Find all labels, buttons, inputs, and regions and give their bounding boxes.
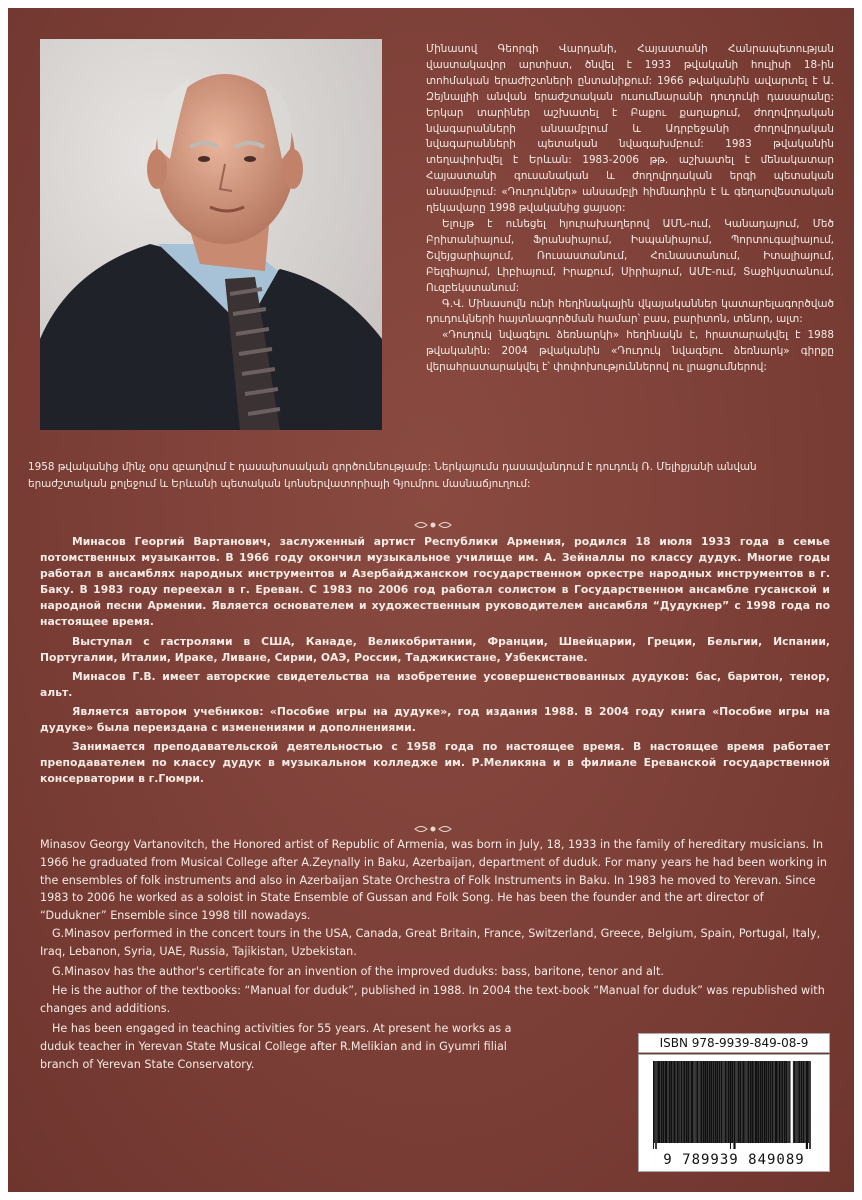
- barcode-bar: [655, 1061, 657, 1149]
- barcode-bar: [710, 1061, 712, 1143]
- armenian-paragraph: «Դուդուկ նվագելու ձեռնարկի» հեղինակն է, հրատարակվել է 1988 թվականին: 2004 թվականին «Դուդուկ նվագելու ձեռնարկ» գիրքը վերահրատարակվել է՝ փոփոխություններով ու լրացումներով:: [426, 329, 834, 374]
- barcode-bar: [770, 1061, 772, 1143]
- barcode-bar: [719, 1061, 721, 1143]
- barcode-bar: [750, 1061, 752, 1143]
- barcode-bar: [673, 1061, 674, 1143]
- barcode-bar: [733, 1061, 735, 1149]
- english-paragraph: G.Minasov performed in the concert tours in the USA, Canada, Great Britain, France, Switzerland, Greece, Belgium, Spain, Portugal, Italy, Iraq, Lebanon, Syria, UAE, Russia, Tajikistan, Uzbekistan.: [40, 926, 821, 958]
- barcode-bar: [723, 1061, 724, 1143]
- barcode-bar: [757, 1061, 759, 1143]
- barcode-bar: [705, 1061, 706, 1143]
- barcode-bar: [682, 1061, 683, 1143]
- isbn-barcode: [638, 1054, 830, 1172]
- barcode-bar: [724, 1061, 725, 1143]
- author-portrait-photo: [40, 39, 382, 430]
- barcode-digits: 9 789939 849089: [663, 1152, 805, 1168]
- barcode-bar: [765, 1061, 767, 1143]
- barcode-bar: [667, 1061, 668, 1143]
- barcode-bar: [695, 1061, 696, 1143]
- barcode-bar: [654, 1061, 655, 1143]
- barcode-bar: [684, 1061, 686, 1143]
- barcode-bar: [663, 1061, 665, 1143]
- barcode-bar: [746, 1061, 748, 1143]
- english-paragraph: He is the author of the textbooks: “Manual for duduk”, published in 1988. In 2004 the text-book “Manual for duduk” was republished with changes and additions.: [40, 984, 825, 1016]
- barcode-bar: [794, 1061, 796, 1143]
- barcode-bar: [763, 1061, 765, 1143]
- barcode-bar: [796, 1061, 797, 1143]
- barcode-bar: [725, 1061, 727, 1143]
- barcode-bar: [653, 1061, 654, 1149]
- armenian-paragraph: Մինասով Գեորգի Վարդանի, Հայաստանի Հանրապետության վաստակավոր արտիստ, ծնվել է 1933 թվականի հուլիսի 18-ին տոհմական երաժիշտների ընտանիքում: 1966 թվականին ավարտել է Ա. Զեյնալլիի անվան երաժշտական ուսումնարանի դուդուկի դասարանը: Երկար տարիներ աշխատել է Բաքու քաղաքում, ժողովրդական նվագարանների անսամբլում և Ադրբեջանի ժողովրդական նվագարանների պետական նվագախմբում: 1983 թվականին տեղափոխվել է Երևան: 1983-2006 թթ. աշխատել է մենակատար Հայաստանի գուսանական և ժողովրդական երգի պետական անսամբլում: «Դուդուկներ» անսամբլի հիմնադիրն է և գեղարվեստական ղեկավարը 1998 թվականից ցայսօր:: [426, 43, 834, 215]
- barcode-bar: [660, 1061, 662, 1143]
- barcode-bar: [738, 1061, 740, 1143]
- russian-paragraph: Выступал с гастролями в США, Канаде, Великобритании, Франции, Швейцарии, Греции, Бельгии, Испании, Португалии, Италии, Ираке, Ливане, Сирии, ОАЭ, России, Таджикистане, Узбекистане.: [40, 634, 830, 664]
- barcode-bar: [805, 1061, 806, 1143]
- barcode-bar: [701, 1061, 703, 1143]
- barcode-bar: [699, 1061, 701, 1143]
- armenian-paragraph: 1958 թվականից մինչ օրս զբաղվում է դասախոսական գործունեությամբ: Ներկայումս դասավանդում է դուդուկ Ռ. Մելիքյանի անվան երաժշտական քոլեջում և Երևանի պետական կոնսերվատորիայի Գյումրու մասնաճյուղում:: [28, 461, 757, 490]
- barcode-bar: [743, 1061, 744, 1143]
- armenian-biography: [426, 42, 834, 376]
- barcode-bar: [767, 1061, 769, 1143]
- barcode-bar: [777, 1061, 778, 1143]
- barcode-bar: [677, 1061, 679, 1143]
- barcode-bar: [712, 1061, 714, 1143]
- barcode-bar: [798, 1061, 799, 1143]
- russian-biography: [40, 534, 830, 790]
- barcode-bar: [688, 1061, 690, 1143]
- barcode-bar: [730, 1061, 731, 1149]
- english-paragraph: He has been engaged in teaching activities for 55 years. At present he works as a duduk teacher in Yerevan State Musical College after R.Melikian and in Gyumri filial branch of Yerevan State Conservatory.: [40, 1021, 512, 1071]
- barcode-bar: [752, 1061, 753, 1143]
- barcode-bar: [799, 1061, 801, 1143]
- barcode-bar: [737, 1061, 738, 1143]
- barcode-bar: [679, 1061, 680, 1143]
- barcode-bar: [755, 1061, 757, 1143]
- barcode-bar: [802, 1061, 804, 1143]
- barcode-bar: [774, 1061, 775, 1143]
- barcode-bar: [694, 1061, 695, 1143]
- barcode-bar: [793, 1061, 794, 1143]
- barcode-bar: [748, 1061, 750, 1143]
- barcode-bar: [778, 1061, 780, 1143]
- barcode-bar: [675, 1061, 677, 1143]
- english-paragraph: Minasov Georgy Vartanovitch, the Honored artist of Republic of Armenia, was born in July, 18, 1933 in the family of hereditary musicians. In 1966 he graduated from Musical College after A.Zeynally in Baku, Azerbaijan, department of duduk. For many years he had been working in the ensembles of folk instruments and also in Azerbaijan State Orchestra of Folk Instruments in Baku. In 1983 he moved to Yerevan. Since 1983 to 2006 he worked as a soloist in State Ensemble of Gussan and Folk Song. He has been the founder and the art director of “Dudukner” Ensemble since 1998 till nowadays.: [40, 838, 827, 923]
- armenian-paragraph: Ելույթ է ունեցել հյուրախաղերով ԱՄՆ-ում, Կանադայում, Մեծ Բրիտանիայում, Ֆրանսիայում, Իսպանիայում, Պորտուգալիայում, Շվեյցարիայում, Ռուսաստանում, Հունաստանում, Իտալիայում, Բելգիայում, Լիբիայում, Իրաքում, Սիրիայում, ԱՄԷ-ում, Տաջիկստանում, Ուզբեկստանում:: [426, 217, 834, 294]
- barcode-bar: [753, 1061, 755, 1143]
- barcode-bar: [717, 1061, 719, 1143]
- barcode-bar: [658, 1061, 660, 1143]
- barcode-bar: [703, 1061, 705, 1143]
- barcode-bar: [665, 1061, 667, 1143]
- barcode-bar: [808, 1061, 809, 1143]
- russian-paragraph: Является автором учебников: «Пособие игры на дудуке», год издания 1988. В 2004 году книга «Пособие игры на дудуке» была переиздана с изменениями и дополнениями.: [40, 704, 830, 735]
- barcode-bar: [771, 1061, 773, 1143]
- barcode-bar: [674, 1061, 675, 1143]
- russian-paragraph: Занимается преподавательской деятельностью с 1958 года по настоящее время. В настоящее время работает преподавателем по классу дудук в музыкальном колледже им. Р.Меликяна и в филиале Ереванской государственной консерватории в г.Гюмри.: [40, 740, 830, 786]
- barcode-bar: [761, 1061, 763, 1143]
- barcode-bar: [781, 1061, 782, 1143]
- barcode-bar: [783, 1061, 785, 1143]
- barcode-bar: [787, 1061, 788, 1143]
- barcode-bar: [741, 1061, 743, 1143]
- barcode-bar: [689, 1061, 691, 1143]
- barcode-bar: [731, 1061, 733, 1143]
- barcode-bar: [809, 1061, 811, 1149]
- barcode-bar: [671, 1061, 673, 1143]
- armenian-paragraph: Գ.Վ. Մինասովն ունի հեղինակային վկայականներ կատարելագործված դուդուկների հայտնագործման համար՝ բաս, բարիտոն, տենոր, ալտ:: [426, 297, 834, 326]
- barcode-bar: [759, 1061, 761, 1143]
- ornament-divider-icon: [413, 824, 453, 834]
- barcode-bar: [806, 1061, 808, 1149]
- barcode-bar: [681, 1061, 683, 1143]
- barcode-bar: [790, 1061, 791, 1143]
- barcode-bar: [801, 1061, 803, 1143]
- barcode-bar: [680, 1061, 681, 1143]
- barcode-bar: [797, 1061, 798, 1143]
- barcode-bar: [698, 1061, 699, 1143]
- barcode-bar: [736, 1061, 737, 1143]
- barcode-bar: [697, 1061, 699, 1143]
- book-back-cover: [8, 8, 854, 1192]
- barcode-bar: [708, 1061, 710, 1143]
- russian-paragraph: Минасов Г.В. имеет авторские свидетельства на изобретение усовершенствованных дудуков: бас, баритон, тенор, альт.: [40, 669, 830, 699]
- barcode-icon: [639, 1055, 829, 1151]
- barcode-bar: [788, 1061, 789, 1143]
- barcode-bar: [728, 1061, 730, 1143]
- russian-paragraph: Минасов Георгий Вартанович, заслуженный артист Республики Армения, родился 18 июля 1933 года в семье потомственных музыкантов. В 1966 году окончил музыкальное училище им. А. Зейналлы по классу дудук. Многие годы работал в ансамблях народных инструментов и Азербайджанском государственном оркестре народных инструментов в г. Баку. В 1983 году переехал в г. Ереван. С 1983 по 2006 год работал солистом в Государственном ансамбле гусанской и народной песни Армении. Является основателем и художественным руководителем ансамбля “Дудукнер” с 1998 года по настоящее время.: [40, 535, 830, 629]
- barcode-bar: [775, 1061, 777, 1143]
- ornament-divider-icon: [413, 520, 453, 530]
- barcode-bar: [720, 1061, 722, 1143]
- barcode-bar: [706, 1061, 708, 1143]
- barcode-bar: [740, 1061, 742, 1143]
- barcode-bar: [668, 1061, 670, 1143]
- isbn-label: ISBN 978-9939-849-08-9: [638, 1033, 830, 1053]
- barcode-bar: [786, 1061, 788, 1143]
- barcode-bar: [782, 1061, 784, 1143]
- barcode-bar: [691, 1061, 693, 1143]
- armenian-biography-tail: [28, 459, 828, 492]
- barcode-bar: [657, 1061, 658, 1143]
- barcode-bar: [715, 1061, 717, 1143]
- barcode-bar: [745, 1061, 746, 1143]
- barcode-bar: [693, 1061, 694, 1143]
- barcode-bar: [685, 1061, 687, 1143]
- barcode-bar: [744, 1061, 745, 1143]
- english-paragraph: G.Minasov has the author's certificate for an invention of the improved duduks: bass, baritone, tenor and alt.: [52, 964, 664, 978]
- barcode-bar: [727, 1061, 728, 1143]
